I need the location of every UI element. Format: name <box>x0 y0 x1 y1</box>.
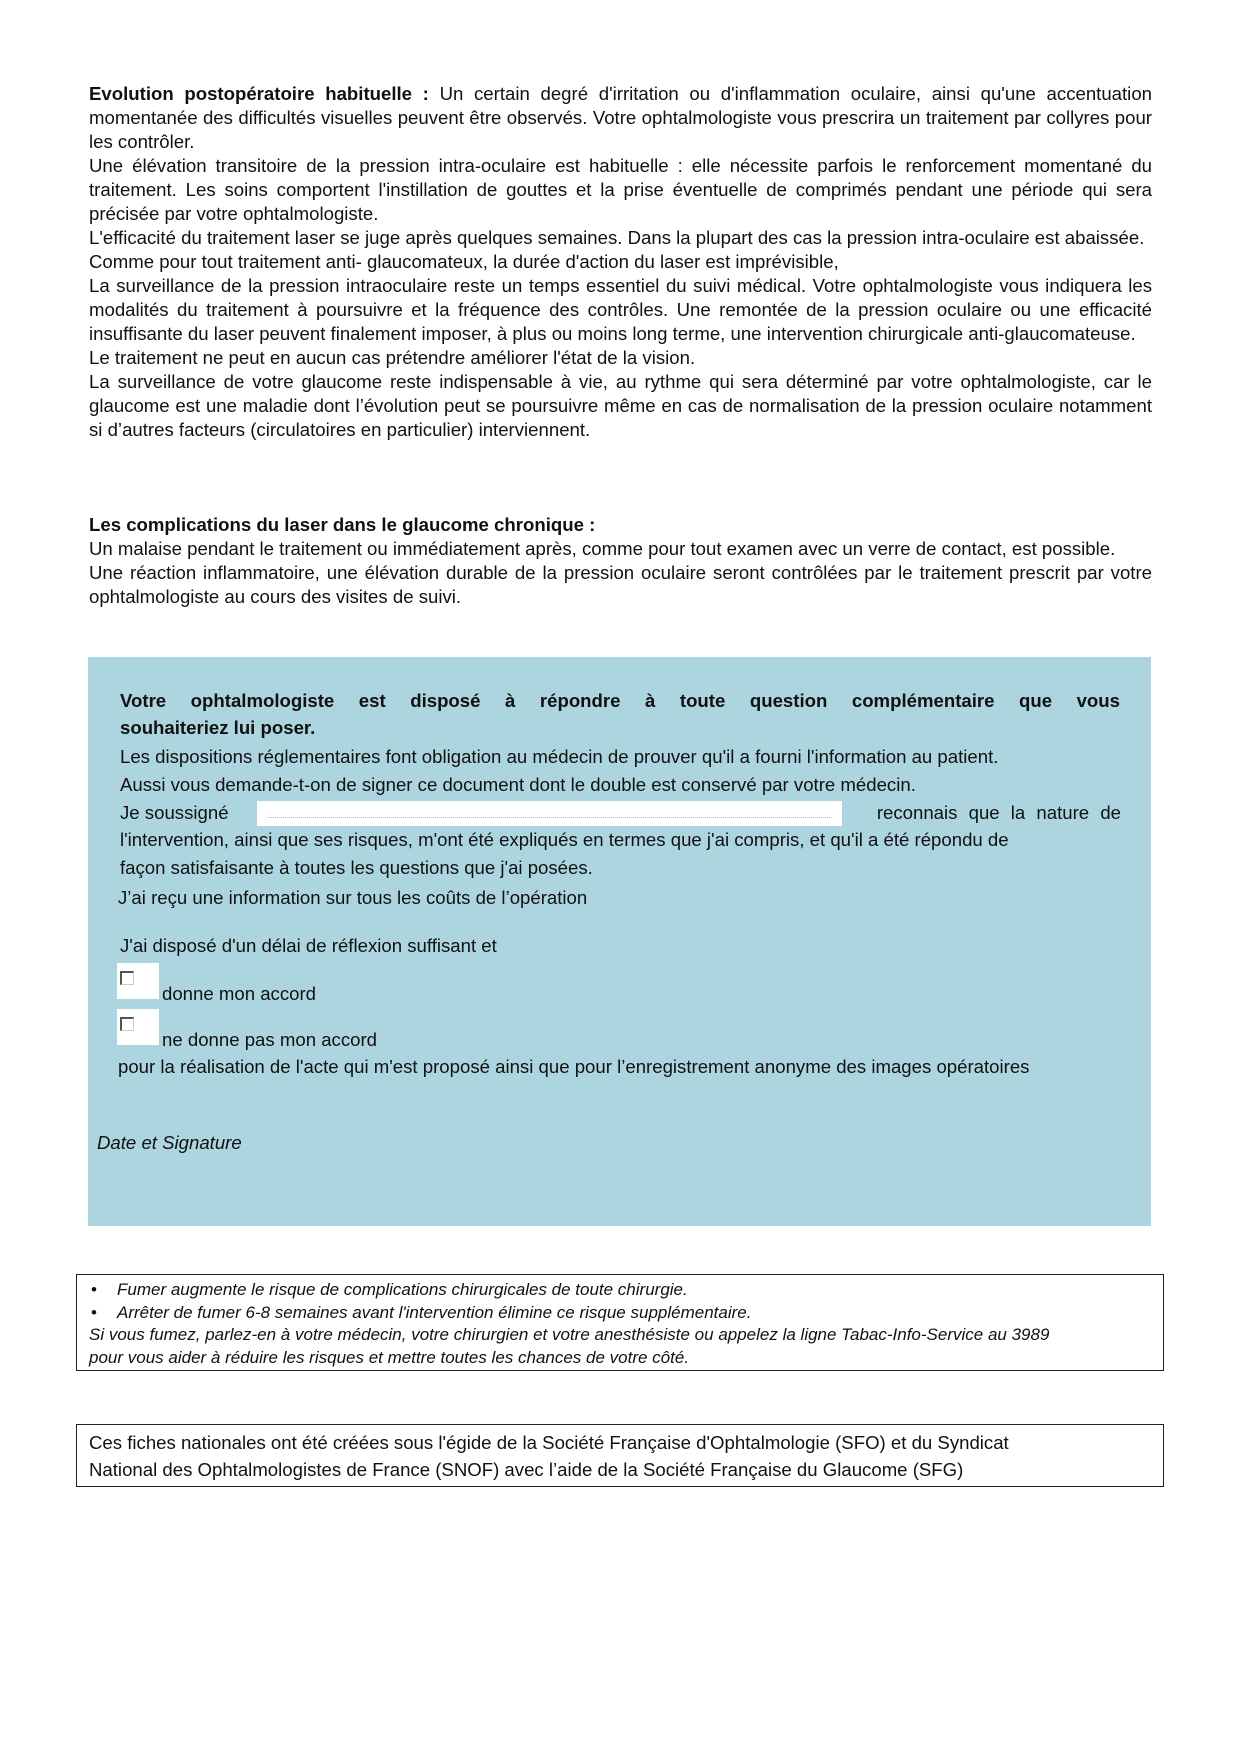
accord-checkbox[interactable] <box>120 971 134 985</box>
consent-heading-line-1: Votre ophtalmologiste est disposé à répondre à toute question complémentaire que vous <box>120 690 1120 711</box>
soussigne-label: Je soussigné <box>120 802 229 823</box>
smoking-bullet-1: • Fumer augmente le risque de complications chirurgicales de toute chirurgie. <box>89 1279 1163 1302</box>
complications-heading: Les complications du laser dans le glaucome chronique : <box>89 514 596 535</box>
postop-intro-paragraph <box>89 82 1152 154</box>
refus-checkbox-area <box>117 1009 159 1045</box>
accord-label: donne mon accord <box>162 983 317 1004</box>
consent-line-1: Les dispositions réglementaires font obligation au médecin de prouver qu'il a fourni l'information au patient. <box>120 746 999 767</box>
postop-paragraph-3: L'efficacité du traitement laser se juge après quelques semaines. Dans la plupart des cas la pression intra-oculaire est abaissée. <box>89 227 1145 248</box>
complications-section <box>89 513 1152 609</box>
name-field-dotted-line <box>267 817 832 818</box>
smoking-warning-box <box>76 1274 1164 1371</box>
postop-paragraph-6: Le traitement ne peut en aucun cas prétendre améliorer l'état de la vision. <box>89 347 696 368</box>
patient-name-field[interactable] <box>257 801 842 826</box>
sfo-credits-box <box>76 1424 1164 1487</box>
sfo-credits-line-2: National des Ophtalmologistes de France (SNOF) avec l’aide de la Société Française du Glaucome (SFG) <box>89 1459 964 1480</box>
consent-line-2: Aussi vous demande-t-on de signer ce document dont le double est conservé par votre médecin. <box>120 774 916 795</box>
postop-paragraph-4: Comme pour tout traitement anti- glaucomateux, la durée d'action du laser est imprévisible, <box>89 251 839 272</box>
postop-intro-text: Un certain degré d'irritation ou d'inflammation oculaire, ainsi qu'une accentuation momentanée des difficultés visuelles peuvent être observés. Votre ophtalmologiste vous prescrira un traitement par collyres pour les contrôler. <box>89 83 1152 152</box>
refus-label: ne donne pas mon accord <box>162 1029 378 1050</box>
postop-section <box>89 82 1152 442</box>
smoking-bullet-2: • Arrêter de fumer 6-8 semaines avant l'intervention élimine ce risque supplémentaire. <box>89 1302 1163 1325</box>
consent-line-6: J’ai reçu une information sur tous les coûts de l’opération <box>118 887 588 908</box>
accord-checkbox-area <box>117 963 159 999</box>
complications-paragraph-1: Un malaise pendant le traitement ou immédiatement après, comme pour tout examen avec un verre de contact, est possible. <box>89 538 1116 559</box>
postop-paragraph-7: La surveillance de votre glaucome reste indispensable à vie, au rythme qui sera déterminé par votre ophtalmologiste, car le glaucome est une maladie dont l’évolution peut se poursuivre même en cas de normalisation de la pression oculaire notamment si d’autres facteurs (circulatoires en particulier) interviennent. <box>89 371 1152 440</box>
consent-line-4: l'intervention, ainsi que ses risques, m'ont été expliqués en termes que j'ai compris, et qu'il a été répondu de <box>120 829 1009 850</box>
refus-checkbox[interactable] <box>120 1017 134 1031</box>
consent-heading-line-2: souhaiteriez lui poser. <box>120 717 316 738</box>
sfo-credits-line-1: Ces fiches nationales ont été créées sous l'égide de la Société Française d'Ophtalmologie (SFO) et du Syndicat <box>89 1432 1009 1453</box>
consent-line-5: façon satisfaisante à toutes les questions que j'ai posées. <box>120 857 593 878</box>
postop-paragraph-5: La surveillance de la pression intraoculaire reste un temps essentiel du suivi médical. Votre ophtalmologiste vous indiquera les modalités du traitement à poursuivre et la fréquence des contrôles. Une remontée de la pression oculaire ou une efficacité insuffisante du laser peuvent finalement imposer, à plus ou moins long terme, une intervention chirurgicale anti-glaucomateuse. <box>89 275 1152 344</box>
smoking-advice-line-1: Si vous fumez, parlez-en à votre médecin, votre chirurgien et votre anesthésiste ou appelez la ligne Tabac-Info-Service au 3989 <box>89 1325 1050 1344</box>
complications-paragraph-2: Une réaction inflammatoire, une élévation durable de la pression oculaire seront contrôlées par le traitement prescrit par votre ophtalmologiste au cours des visites de suivi. <box>89 562 1152 607</box>
date-signature-label: Date et Signature <box>97 1132 242 1153</box>
postop-heading: Evolution postopératoire habituelle : <box>89 83 429 104</box>
realisation-text: pour la réalisation de l'acte qui m'est proposé ainsi que pour l’enregistrement anonyme des images opératoires <box>118 1056 1030 1077</box>
reconnais-text: reconnais que la nature de <box>876 802 1121 823</box>
delai-text: J'ai disposé d'un délai de réflexion suffisant et <box>120 935 497 956</box>
smoking-advice-line-2: pour vous aider à réduire les risques et mettre toutes les chances de votre côté. <box>89 1347 690 1367</box>
postop-paragraph-2: Une élévation transitoire de la pression intra-oculaire est habituelle : elle nécessite parfois le renforcement momentané du traitement. Les soins comportent l'instillation de gouttes et la prise éventuelle de comprimés pendant une période qui sera précisée par votre ophtalmologiste. <box>89 155 1152 224</box>
